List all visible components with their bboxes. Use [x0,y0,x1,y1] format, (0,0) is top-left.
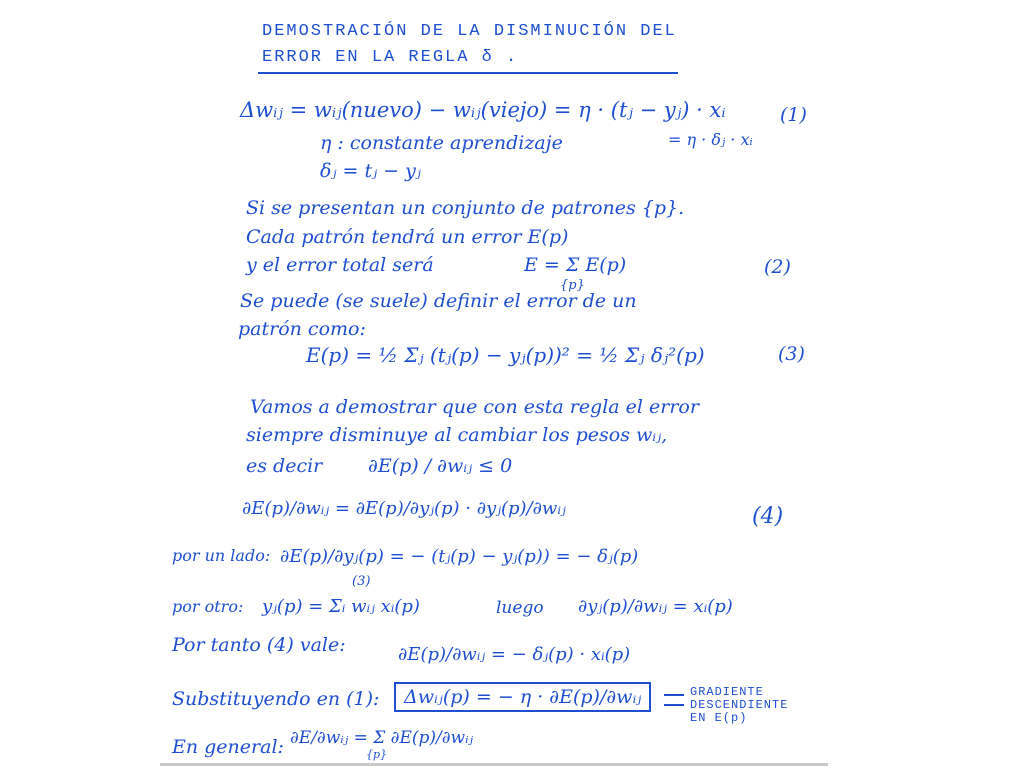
title-line-2: ERROR EN LA REGLA δ . [262,48,519,67]
patterns-text-2: Cada patrón tendrá un error E(p) [246,226,569,248]
one-side-label: por un lado: [172,546,271,565]
define-text-2: patrón como: [238,318,366,340]
one-side-reference: (3) [352,574,371,589]
equation-3-label: (3) [778,343,805,365]
demo-text-3: es decir [246,455,323,477]
equation-1: Δwᵢⱼ = wᵢⱼ(nuevo) − wᵢⱼ(viejo) = η · (tⱼ − yⱼ) · xᵢ [240,98,726,122]
equation-2: E = Σ E(p) [524,254,627,276]
bottom-divider [160,763,828,766]
other-side-luego: luego [496,598,544,618]
title-underline [258,72,678,74]
patterns-text-3: y el error total será [246,254,434,276]
general-label: En general: [172,736,284,758]
equation-1-label: (1) [780,104,807,126]
gradient-note-line-3: EN E(p) [690,711,748,725]
substitution-label: Substituyendo en (1): [172,688,380,710]
eta-definition: η : constante aprendizaje [320,132,563,154]
title-line-1: DEMOSTRACIÓN DE LA DISMINUCIÓN DEL [262,22,677,41]
substitution-result-box [394,682,651,712]
patterns-text-1: Si se presentan un conjunto de patrones {p}. [246,197,685,219]
general-subscript: {p} [366,748,388,761]
other-side-label: por otro: [172,597,244,616]
demo-text-1: Vamos a demostrar que con esta regla el error [250,396,699,418]
therefore-label: Por tanto (4) vale: [172,634,346,656]
substitution-equation: Δwᵢⱼ(p) = − η · ∂E(p)/∂wᵢⱼ [404,686,642,708]
equation-2-label: (2) [764,256,791,278]
therefore-equation: ∂E(p)/∂wᵢⱼ = − δⱼ(p) · xᵢ(p) [398,644,631,665]
gradient-note [690,686,788,725]
gradient-note-line-2: DESCENDIENTE [690,698,789,712]
equation-1-alternative: = η · δⱼ · xᵢ [668,130,753,149]
equation-4: ∂E(p)/∂wᵢⱼ = ∂E(p)/∂yⱼ(p) · ∂yⱼ(p)/∂wᵢⱼ [242,498,566,519]
other-side-equation-2: ∂yⱼ(p)/∂wᵢⱼ = xᵢ(p) [578,596,733,617]
one-side-equation: ∂E(p)/∂yⱼ(p) = − (tⱼ(p) − yⱼ(p)) = − δⱼ(p) [280,546,639,567]
equivalence-sign [664,694,684,706]
delta-definition: δⱼ = tⱼ − yⱼ [320,160,421,182]
define-text-1: Se puede (se suele) definir el error de un [240,290,637,312]
gradient-note-line-1: GRADIENTE [690,685,764,699]
equation-3: E(p) = ½ Σⱼ (tⱼ(p) − yⱼ(p))² = ½ Σⱼ δⱼ²(p) [306,343,705,367]
demo-text-2: siempre disminuye al cambiar los pesos wᵢⱼ, [246,424,668,446]
demo-inequality: ∂E(p) / ∂wᵢⱼ ≤ 0 [368,455,513,477]
equation-4-label: (4) [752,504,784,529]
equation-2-subscript: {p} [560,278,585,293]
other-side-equation: yⱼ(p) = Σᵢ wᵢⱼ xᵢ(p) [262,596,420,617]
general-equation: ∂E/∂wᵢⱼ = Σ ∂E(p)/∂wᵢⱼ [290,728,473,748]
